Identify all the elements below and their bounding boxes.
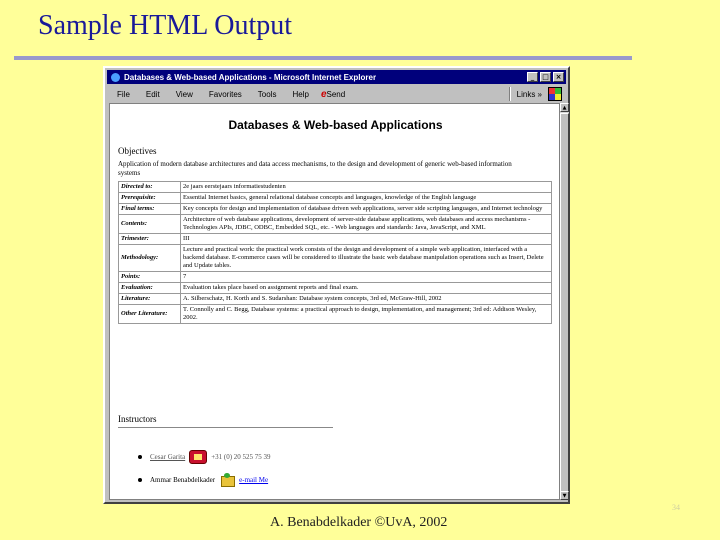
page-content bbox=[109, 103, 560, 500]
ie-app-icon bbox=[111, 73, 120, 82]
scroll-down-icon[interactable]: ▼ bbox=[560, 491, 569, 500]
send-label: Send bbox=[326, 89, 346, 99]
row-value: Key concepts for design and implementation of database driven web applications, server side scripting languages, and Internet technology bbox=[181, 204, 552, 215]
row-label: Prerequisite: bbox=[119, 193, 181, 204]
menu-favorites[interactable]: Favorites bbox=[208, 89, 242, 99]
row-label: Points: bbox=[119, 272, 181, 283]
instructor-name: Ammar Benabdelkader bbox=[150, 476, 216, 484]
table-row bbox=[119, 294, 552, 305]
row-value: T. Connolly and C. Begg, Database systems: a practical approach to design, implementation, and management; 3rd ed: Addison Wesley, 2002. bbox=[181, 305, 552, 324]
row-value: Essential Internet basics, general relational database concepts and languages, knowledge of the English language bbox=[181, 193, 552, 204]
scroll-thumb[interactable] bbox=[560, 113, 569, 493]
row-value: Evaluation takes place based on assignment reports and final exam. bbox=[181, 283, 552, 294]
table-row bbox=[119, 193, 552, 204]
row-label: Literature: bbox=[119, 294, 181, 305]
menu-edit[interactable]: Edit bbox=[145, 89, 160, 99]
table-row bbox=[119, 204, 552, 215]
browser-window bbox=[103, 66, 570, 504]
send-icon: e bbox=[320, 88, 327, 100]
menu-bar bbox=[107, 85, 566, 103]
table-row bbox=[119, 283, 552, 294]
row-value: 7 bbox=[181, 272, 552, 283]
windows-logo-icon bbox=[548, 87, 562, 101]
bullet-icon bbox=[138, 478, 142, 482]
row-value: 2e jaars eerstejaars informatiestudenten bbox=[181, 182, 552, 193]
row-label: Trimester: bbox=[119, 234, 181, 245]
objectives-text: Application of modern database architectures and data access mechanisms, to the design and development of generic web-based information systems bbox=[118, 160, 512, 177]
vertical-scrollbar[interactable] bbox=[560, 103, 569, 500]
table-row bbox=[119, 234, 552, 245]
close-button[interactable]: × bbox=[553, 72, 564, 82]
menu-file[interactable]: File bbox=[117, 89, 130, 99]
scroll-up-icon[interactable]: ▲ bbox=[560, 103, 569, 112]
row-value: Lecture and practical work: the practical work consists of the design and development of a simple web application, interfaced with a backend database. E-commerce cases will be considered to illustrate the basic web database manipulation operations such as Insert, Delete and Update tables. bbox=[181, 245, 552, 272]
instructor-phone: +31 (0) 20 525 75 39 bbox=[211, 453, 271, 461]
minimize-button[interactable]: _ bbox=[527, 72, 538, 82]
row-label: Final terms: bbox=[119, 204, 181, 215]
links-button[interactable] bbox=[509, 87, 562, 101]
toolbar-separator bbox=[509, 87, 511, 101]
title-underline bbox=[14, 56, 632, 60]
instructor-item bbox=[138, 472, 268, 488]
slide-title: Sample HTML Output bbox=[38, 10, 293, 41]
row-value: Architecture of web database applications, development of server-side database applications, web databases and access mechanisms - Technologies APIs, JDBC, ODBC, Embedded SQL, etc. - Web languages and standards: Java, JavaScript, and XML bbox=[181, 215, 552, 234]
phone-icon bbox=[189, 450, 207, 464]
row-label: Methodology: bbox=[119, 245, 181, 272]
row-label: Contents: bbox=[119, 215, 181, 234]
window-titlebar[interactable] bbox=[107, 70, 566, 84]
instructors-heading: Instructors bbox=[118, 414, 157, 424]
page-heading: Databases & Web-based Applications bbox=[228, 118, 443, 132]
instructor-item bbox=[138, 450, 271, 464]
maximize-button[interactable]: □ bbox=[540, 72, 551, 82]
slide-footer: A. Benabdelkader ©UvA, 2002 bbox=[270, 515, 448, 530]
bullet-icon bbox=[138, 455, 142, 459]
row-value: A. Silberschatz, H. Korth and S. Sudarshan: Database system concepts, 3rd ed, McGraw-Hill, 2002 bbox=[181, 294, 552, 305]
menu-tools[interactable]: Tools bbox=[257, 89, 277, 99]
links-label: Links » bbox=[516, 89, 542, 99]
table-row bbox=[119, 215, 552, 234]
objectives-heading: Objectives bbox=[118, 146, 157, 156]
table-row bbox=[119, 245, 552, 272]
menu-view[interactable]: View bbox=[175, 89, 193, 99]
menu-help[interactable]: Help bbox=[292, 89, 309, 99]
table-row bbox=[119, 305, 552, 324]
row-value: III bbox=[181, 234, 552, 245]
table-row bbox=[119, 182, 552, 193]
mail-icon bbox=[219, 472, 235, 488]
page-number: 34 bbox=[672, 503, 680, 512]
email-link[interactable]: e-mail Me bbox=[239, 476, 269, 484]
section-divider bbox=[118, 427, 333, 428]
row-label: Directed to: bbox=[119, 182, 181, 193]
course-info-table bbox=[118, 181, 552, 324]
row-label: Evaluation: bbox=[119, 283, 181, 294]
window-title: Databases & Web-based Applications - Microsoft Internet Explorer bbox=[124, 72, 377, 82]
instructor-name-link[interactable]: Cesar Garita bbox=[150, 453, 186, 461]
send-button[interactable] bbox=[321, 89, 345, 100]
row-label: Other Literature: bbox=[119, 305, 181, 324]
table-row bbox=[119, 272, 552, 283]
